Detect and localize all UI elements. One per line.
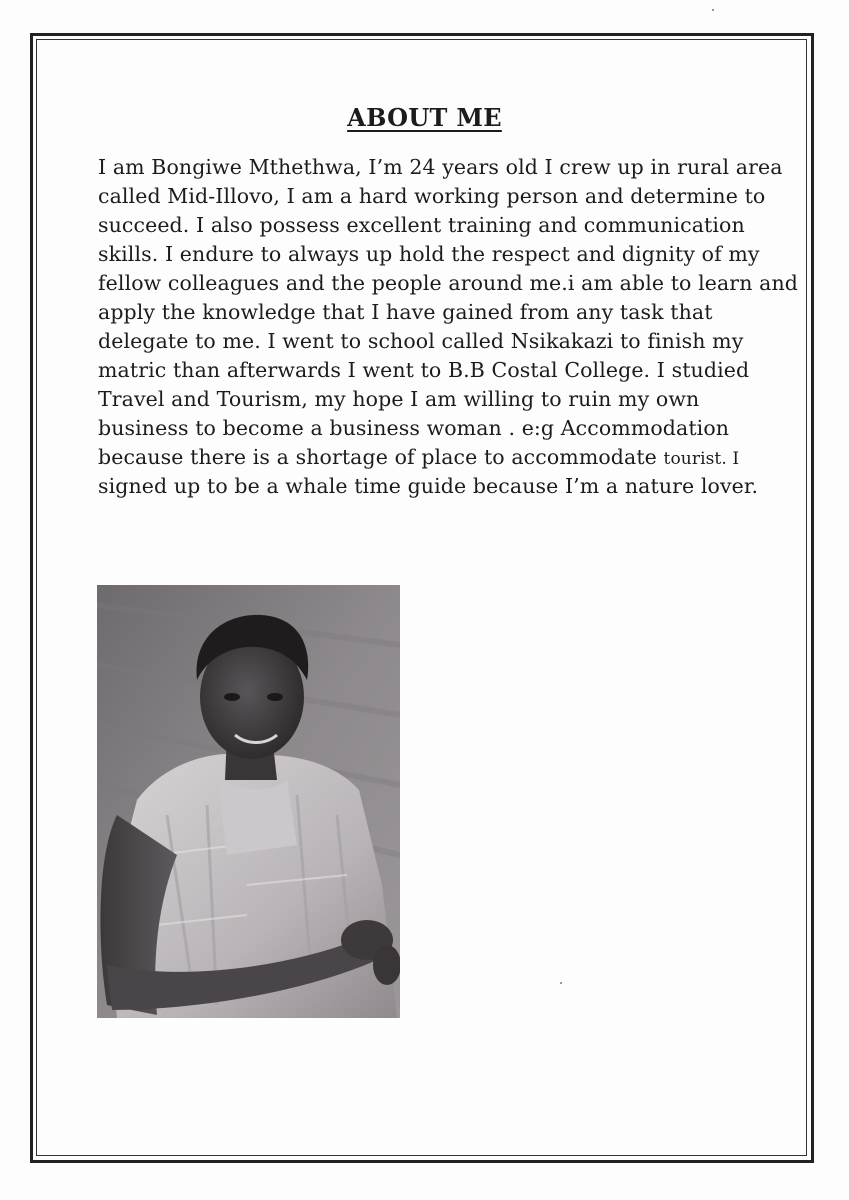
page-title — [0, 103, 849, 132]
paragraph-line: delegate to me. I went to school called Nsikakazi to finish my — [98, 329, 744, 353]
paragraph-line: Travel and Tourism, my hope I am willing to ruin my own — [98, 387, 700, 411]
portrait-photo-graphic — [97, 585, 400, 1018]
paragraph-line-main: because there is a shortage of place to accommodate — [98, 445, 664, 469]
scan-speck — [712, 9, 714, 11]
paragraph-line: fellow colleagues and the people around me.i am able to learn and — [98, 271, 798, 295]
paragraph-line: business to become a business woman . e:g Accommodation — [98, 416, 730, 440]
paragraph-line-small-text: tourist. I — [663, 449, 740, 469]
paragraph-line: apply the knowledge that I have gained from any task that — [98, 300, 713, 324]
paragraph-line: succeed. I also possess excellent training and communication — [98, 213, 745, 237]
paragraph-line: I am Bongiwe Mthethwa, I’m 24 years old I crew up in rural area — [98, 155, 783, 179]
page-title-text: ABOUT ME — [347, 103, 502, 132]
about-me-paragraph — [98, 153, 798, 501]
scan-speck — [560, 982, 562, 984]
portrait-photo — [97, 585, 400, 1018]
paragraph-line: called Mid-Illovo, I am a hard working person and determine to — [98, 184, 766, 208]
paragraph-line: signed up to be a whale time guide because I’m a nature lover. — [98, 474, 759, 498]
paragraph-line: skills. I endure to always up hold the respect and dignity of my — [98, 242, 760, 266]
paragraph-line: matric than afterwards I went to B.B Costal College. I studied — [98, 358, 750, 382]
paragraph-line — [98, 443, 788, 472]
